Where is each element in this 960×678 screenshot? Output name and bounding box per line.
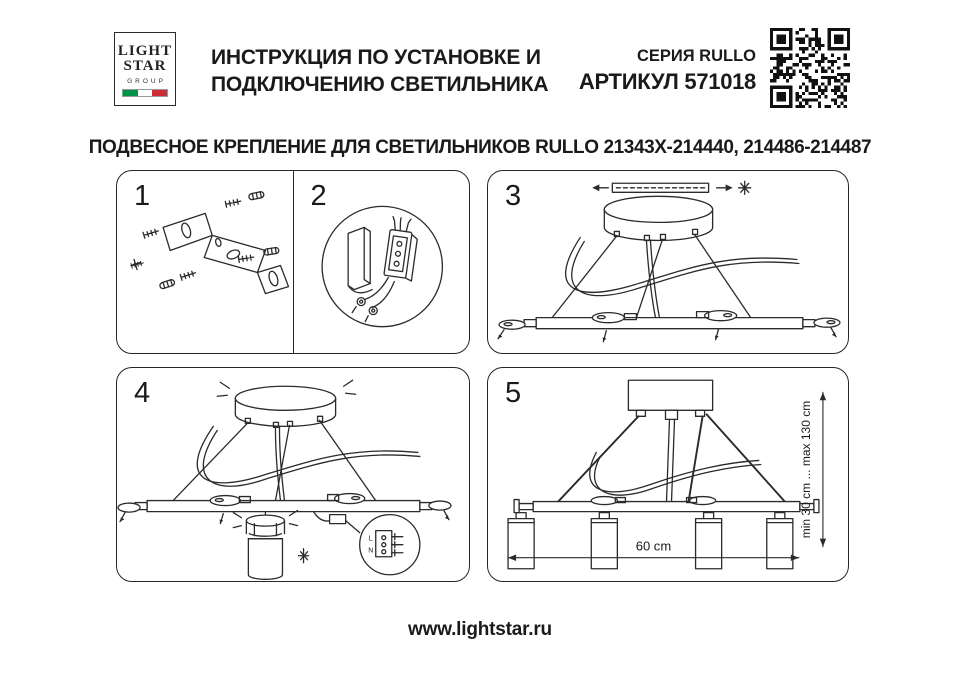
panel-4-number: 4	[134, 377, 151, 409]
height-dimension-label: min 30 cm ... max 130 cm	[798, 400, 813, 539]
title-line-2: ПОДКЛЮЧЕНИЮ СВЕТИЛЬНИКА	[211, 73, 549, 96]
panel-group-1-2	[116, 170, 470, 354]
page-title	[211, 44, 548, 98]
article-number: АРТИКУЛ 571018	[578, 69, 756, 94]
panel-3-number: 3	[505, 180, 522, 212]
italian-flag-icon	[122, 89, 168, 97]
footer	[0, 619, 960, 641]
panel-4	[116, 367, 470, 582]
logo-word-star: STAR	[123, 58, 167, 74]
terminal-label-n: N	[368, 547, 374, 555]
title-line-1: ИНСТРУКЦИЯ ПО УСТАНОВКЕ И	[211, 46, 541, 69]
lightstar-logo	[114, 32, 176, 106]
shade-attachment-drawing	[117, 368, 469, 581]
panel-2	[294, 171, 470, 353]
width-dimension-label: 60 cm	[635, 538, 672, 554]
logo-word-light: LIGHT	[117, 43, 173, 59]
panel-5-number: 5	[505, 377, 522, 409]
panel-5	[487, 367, 849, 582]
website-url: www.lightstar.ru	[408, 619, 552, 640]
fixture-dimensions-drawing	[488, 368, 848, 581]
subtitle: ПОДВЕСНОЕ КРЕПЛЕНИЕ ДЛЯ СВЕТИЛЬНИКОВ RULLO 21343X-214440, 214486-214487	[88, 137, 872, 158]
series-block	[520, 47, 756, 95]
series-name: СЕРИЯ RULLO	[636, 47, 756, 65]
panel-1-number: 1	[134, 180, 151, 212]
terminal-label-l: L	[368, 535, 373, 543]
panel-3	[487, 170, 849, 354]
qr-code-icon	[770, 28, 850, 108]
panel-1	[117, 171, 294, 353]
panel-2-number: 2	[310, 180, 327, 212]
logo-word-group: GROUP	[127, 78, 166, 85]
canopy-mounting-drawing	[488, 171, 848, 353]
